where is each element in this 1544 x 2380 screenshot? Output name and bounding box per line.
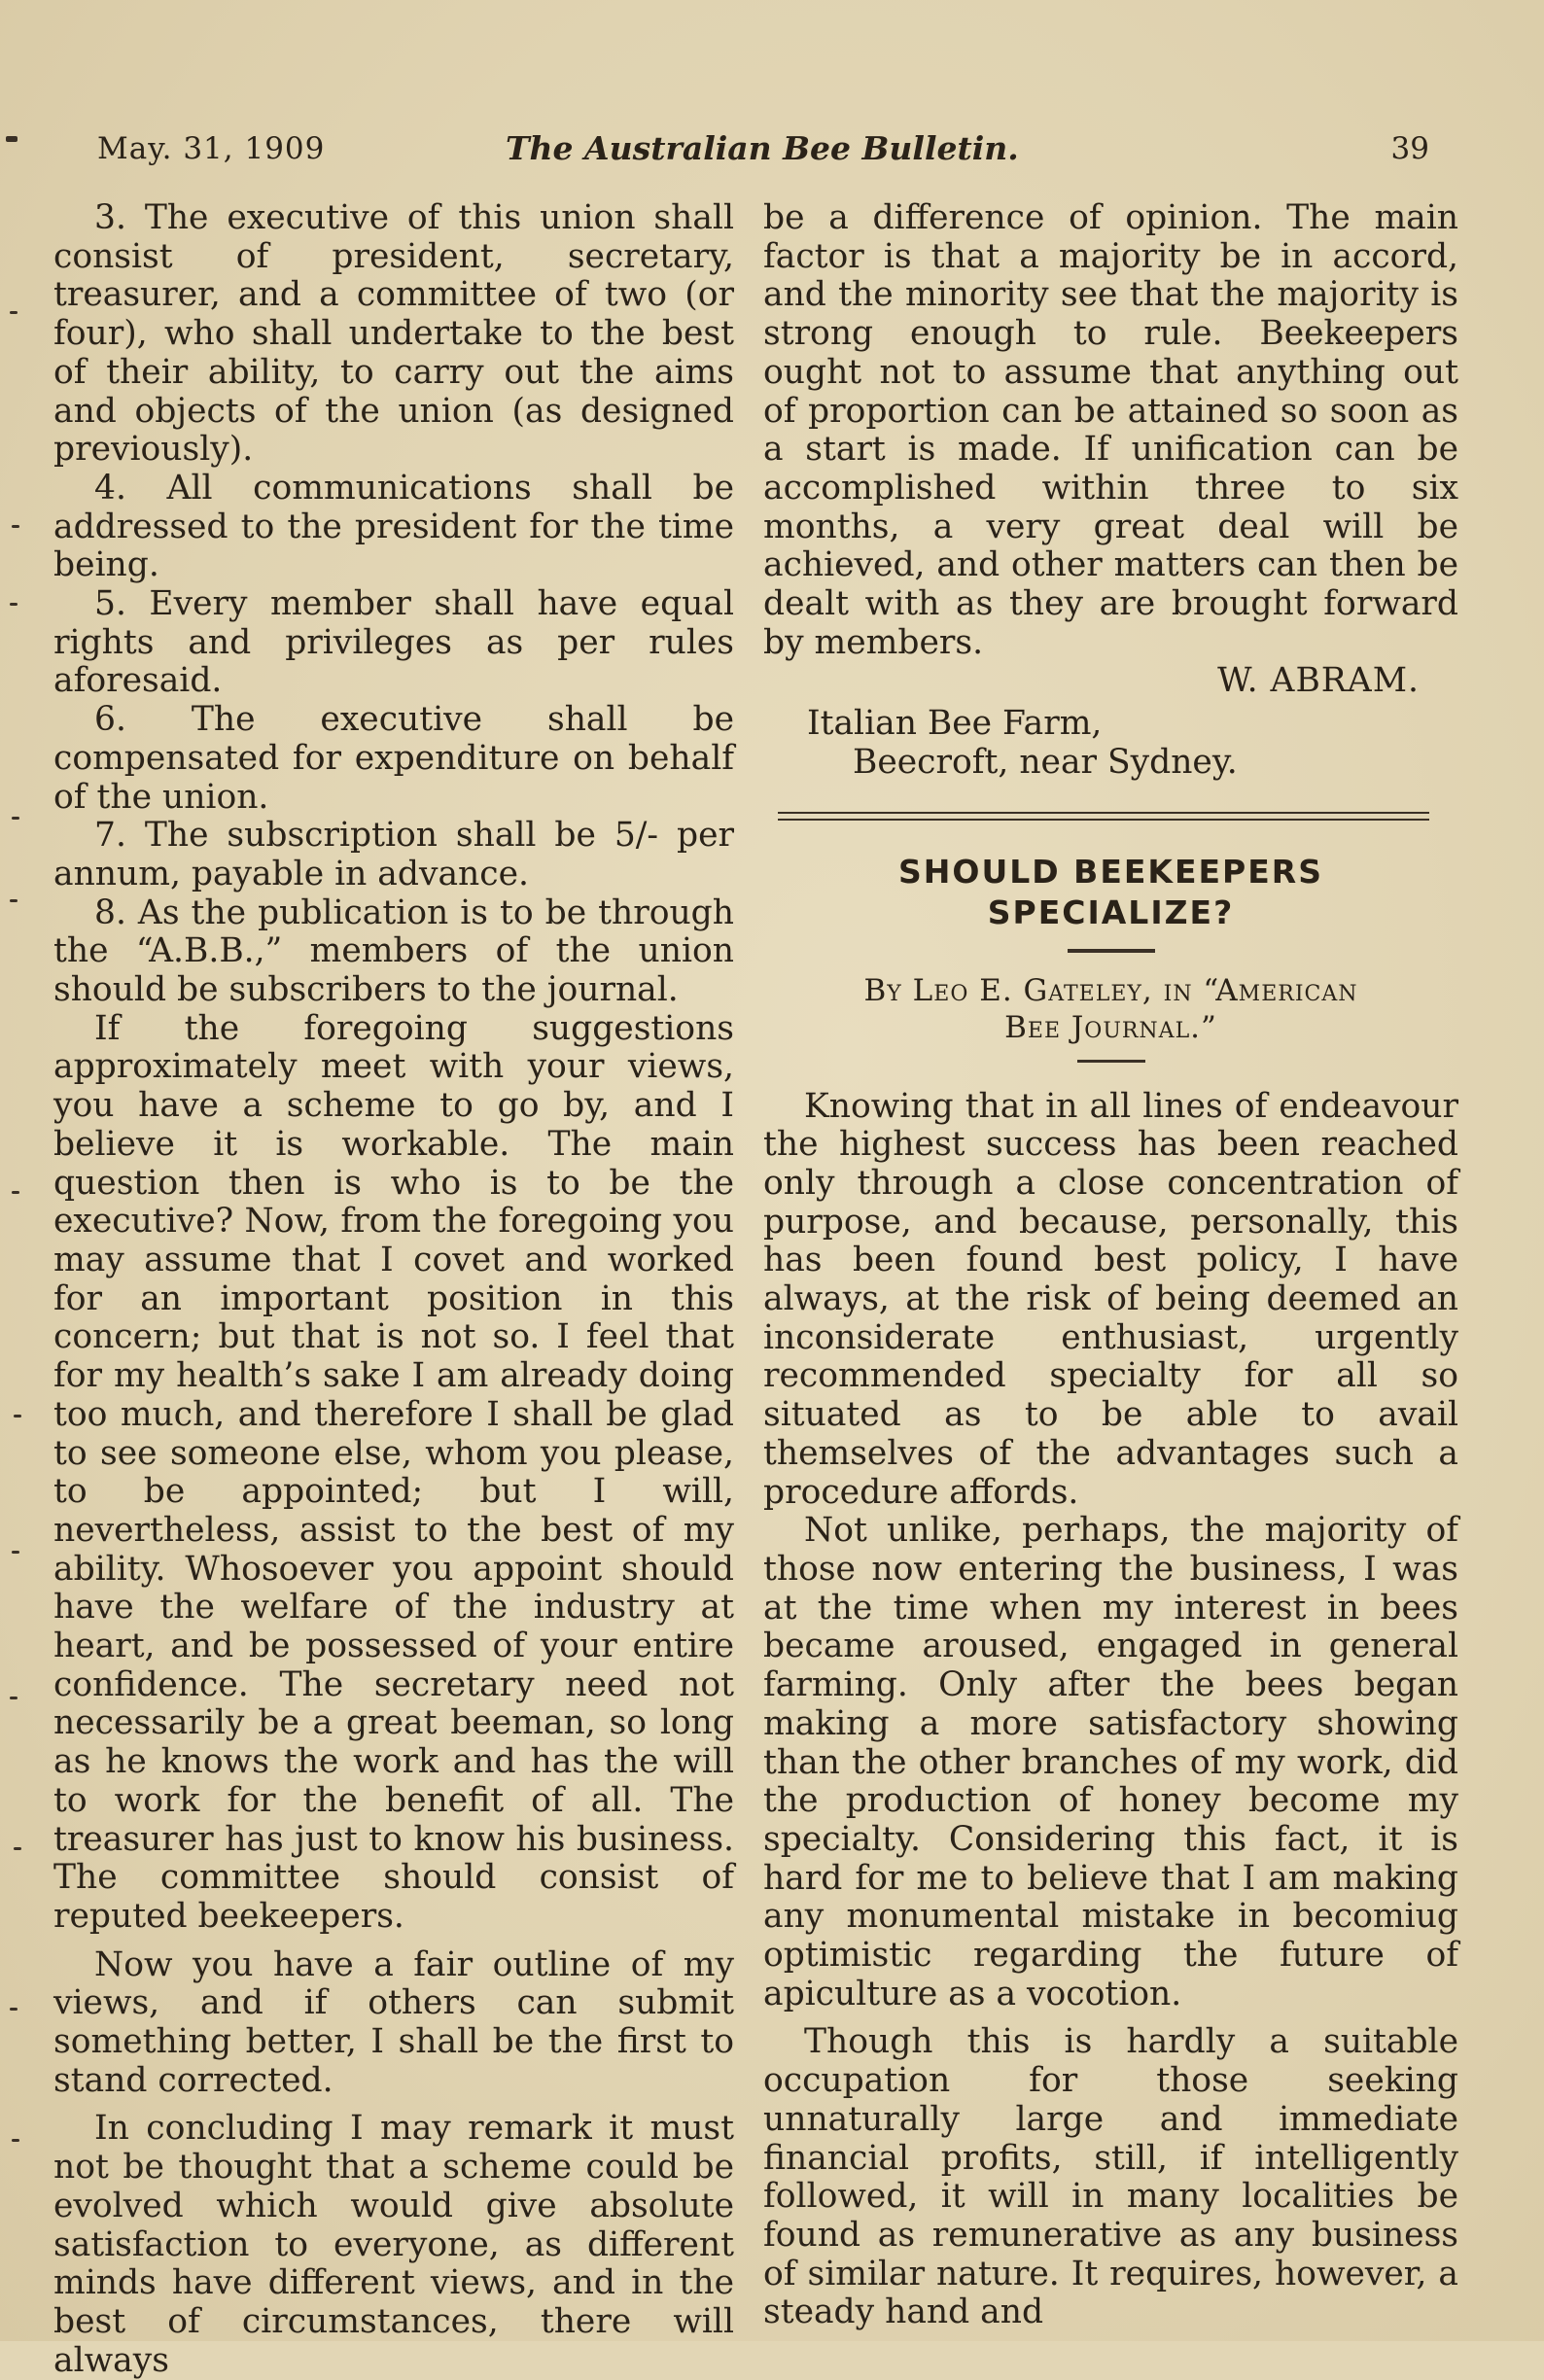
paragraph: 8. As the publication is to be through the “A.B.B.,” members of the union should be subscribers to the journal. (53, 892, 734, 1010)
margin-mark (12, 525, 19, 528)
page-number: 39 (1390, 131, 1429, 166)
paragraph: Not unlike, perhaps, the majority of those now entering the business, I was at the time when my interest in bees became aroused, engaged in general farming. Only after the bees began making a more satisfactory showing than the other branches of my work, did the production of honey become my specialty. Considering this fact, it is hard for me to believe that I am making any monumental mistake in becomiug optimistic regarding the future of apiculture as a vocotion. (763, 1511, 1458, 2013)
paragraph: If the foregoing suggestions approximately meet with your views, you have a scheme to go by, and I believe it is workable. The main question then is who is to be the executive? Now, from the foregoing you may assume that I covet and worked for an important position in this concern; but that is not so. I feel that for my health’s sake I am already doing too much, and therefore I shall be glad to see someone else, whom you please, to be appointed; but I will, nevertheless, assist to the best of my ability. Whosoever you appoint should have the welfare of the industry at heart, and be possessed of your entire confidence. The secretary need not necessarily be a great beeman, so long as he knows the work and has the will to work for the benefit of all. The treasurer has just to know his business. The committee should consist of reputed beekeepers. (53, 1008, 734, 1936)
paragraph: 4. All communications shall be addressed to the president for the time being. (53, 468, 734, 585)
article-byline (763, 972, 1458, 1046)
margin-mark (10, 311, 18, 314)
left-margin-marks (0, 0, 29, 2341)
paragraph: 6. The executive shall be compensated for expenditure on behalf of the union. (53, 700, 734, 817)
author-address-line: Italian Bee Farm, (807, 704, 1103, 744)
article-title-line: SPECIALIZE? (987, 892, 1235, 931)
section-divider (778, 812, 1429, 821)
margin-mark (14, 1847, 21, 1850)
paragraph: 7. The subscription shall be 5/- per annum, payable in advance. (53, 816, 734, 893)
author-signature: W. ABRAM. (1217, 661, 1420, 701)
author-address-line: Beecroft, near Sydney. (853, 742, 1238, 782)
margin-mark (12, 817, 19, 820)
margin-mark (12, 1551, 19, 1554)
paragraph: Though this is hardly a suitable occupation for those seeking unnaturally large and immediate financial profits, still, if intelligently followed, it will in many localities be found as remunerative as any business of similar nature. It requires, however, a steady hand and (763, 2022, 1458, 2332)
margin-mark (14, 1415, 21, 1418)
article-title (763, 852, 1458, 933)
paragraph: In concluding I may remark it must not be thought that a scheme could be evolved which would give absolute satisfaction to everyone, as different minds have different views, and in the best of circumstances, there will always (53, 2109, 734, 2380)
margin-mark (12, 1191, 19, 1194)
paragraph: Knowing that in all lines of endeavour the highest success has been reached only through a close concentration of purpose, and because, personally, this has been found best policy, I have always, at the risk of being deemed an inconsiderate enthusiast, urgently recommended specialty for all so situated as to be able to avail themselves of the advantages such a procedure affords. (763, 1086, 1458, 1512)
right-column (763, 199, 1458, 2332)
byline-rule (1077, 1060, 1145, 1063)
title-rule (1068, 949, 1155, 953)
article-title-line: SHOULD BEEKEEPERS (898, 852, 1323, 891)
margin-mark (10, 899, 18, 902)
continued-paragraph: be a difference of opinion. The main factor is that a majority be in accord, and the minority see that the majority is strong enough to rule. Beekeepers ought not to assume that anything out of proportion can be attained so soon as a start is made. If unification can be accomplished within three to six months, a very great deal will be achieved, and other matters can then be dealt with as they are brought forward by members. (763, 198, 1458, 662)
issue-date: May. 31, 1909 (97, 131, 326, 166)
journal-title: The Australian Bee Bulletin. (506, 129, 1019, 167)
running-header (97, 126, 1429, 171)
margin-mark (6, 136, 18, 142)
margin-mark (10, 2008, 18, 2011)
byline-line: Bee Journal.” (1004, 1009, 1217, 1045)
byline-line: By Leo E. Gateley, in “American (863, 972, 1358, 1008)
paragraph: 5. Every member shall have equal rights and privileges as per rules aforesaid. (53, 584, 734, 701)
left-column (53, 199, 734, 2380)
margin-mark (12, 2139, 19, 2142)
margin-mark (10, 603, 18, 606)
margin-mark (10, 1697, 18, 1699)
paragraph: 3. The executive of this union shall consist of president, secretary, treasurer, and a committee of two (or four), who shall undertake to the best of their ability, to carry out the aims and objects of the union (as designed previously). (53, 198, 734, 470)
paragraph: Now you have a fair outline of my views, and if others can submit something better, I shall be the first to stand corrected. (53, 1944, 734, 2100)
